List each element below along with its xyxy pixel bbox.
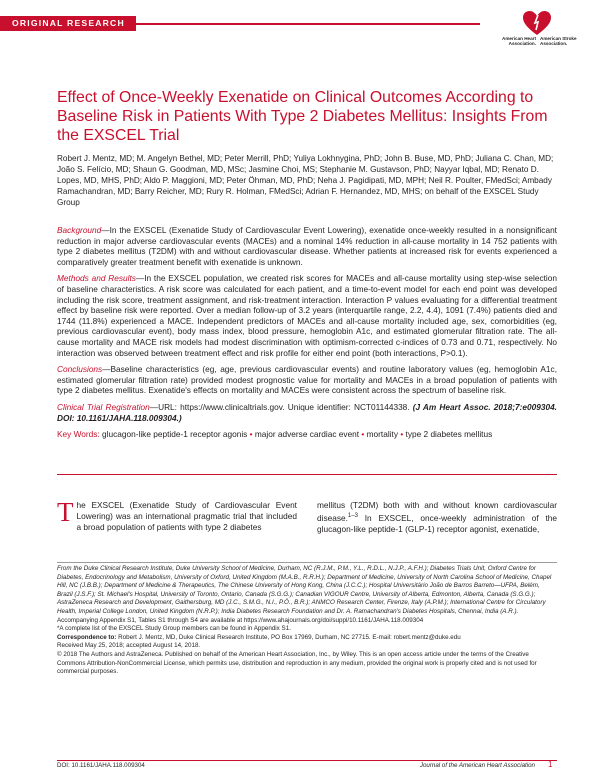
abstract-methods <box>57 273 557 358</box>
author-list: Robert J. Mentz, MD; M. Angelyn Bethel, MD; Peter Merrill, PhD; Yuliya Lokhnygina, PhD; John B. Buse, MD, PhD; Juliana C. Chan, MD; João S. Felício, MD; Shaun G. Goodman, MD, MSc; Jasmine Choi, MS; Stephanie M. Gustavson, PhD; Nayyar Iqbal, MD; Renato D. Lopes, MD, MHS, PhD; Aldo P. Maggioni, MD; Peter Öhman, MD, PhD; Neha J. Pagidipati, MD, MPH; Neil R. Poulter, FMedSci; Ambady Ramachandran, MD; Barry Reicher, MD; Rury R. Holman, FMedSci; Adrian F. Hernandez, MD, MHS; on behalf of the EXSCEL Study Group <box>57 154 554 207</box>
keyword-bullet: • <box>361 429 365 440</box>
aha-logo <box>484 10 590 50</box>
conclusions-label: Conclusions <box>57 364 103 375</box>
affiliations: From the Duke Clinical Research Institute, Duke University School of Medicine, Durham, NC (R.J.M., P.M., Y.L., R.D.L., N.J.P., A.F.H.); Diabetes Trials Unit, Oxford Centre for Diabetes, Endocrinology and Metabolism, University of Oxford, United Kingdom (M.A.B., R.R.H.); Department of Medicine, University of North Carolina School of Medicine, Chapel Hill, NC (J.B.B.); Department of Medicine & Therapeutics, The Chinese University of Hong Kong, China (J.C.C.); Hospital Universitário João de Barros Barreto—UFPA, Belém, Brazil (J.S.F.); St. Michael's Hospital, University of Toronto, Ontario, Canada (S.G.G.); Canadian VIGOUR Centre, University of Alberta, Edmonton, Alberta, Canada (S.G.G.); AstraZeneca Research and Development, Gaithersburg, MD (J.C., S.M.G., N.I., P.Ö., B.R.); ANMCO Research Center, Firenze, Italy (A.P.M.); International Centre for Circulatory Health, Imperial College London, United Kingdom (N.R.P.); India Diabetes Research Foundation and Dr. A. Ramachandran's Diabetes Hospitals, Chennai, India (A.R.). <box>57 565 552 615</box>
body-text-right-cont: In EXSCEL, once-weekly administration of the glucagon-like peptide-1 (GLP-1) receptor agonist, exenatide, <box>317 512 557 534</box>
heart-torch-icon <box>522 10 552 36</box>
footnote-divider <box>57 562 557 563</box>
keyword: mortality <box>366 429 398 440</box>
registration-label: Clinical Trial Registration <box>57 401 150 412</box>
article-title: Effect of Once-Weekly Exenatide on Clinical Outcomes According to Baseline Risk in Patients With Type 2 Diabetes Mellitus: Insights From the EXSCEL Trial <box>57 89 548 144</box>
footer-rule <box>57 760 557 761</box>
background-label: Background <box>57 225 102 235</box>
keyword: glucagon-like peptide-1 receptor agonis <box>102 429 248 440</box>
reference-link[interactable]: 1–3 <box>347 513 358 519</box>
keyword: type 2 diabetes mellitus <box>405 429 493 440</box>
body-column-right <box>317 500 557 535</box>
body-text-left: he EXSCEL (Exenatide Study of Cardiovascular Event Lowering) was an international pragmatic trial that included a broad population of patients with type 2 diabetes <box>76 500 297 532</box>
drop-cap: T <box>57 497 74 527</box>
abstract-registration <box>57 402 557 423</box>
citation: (J Am Heart Assoc. 2018;7:e009304. DOI: 10.1161/JAHA.118.009304.) <box>57 401 557 423</box>
copyright: © 2018 The Authors and AstraZeneca. Published on behalf of the American Heart Association, Inc., by Wiley. This is an open access article under the terms of the Creative Commons Attribution-NonCommercial License, which permits use, distribution and reproduction in any medium, provided the original work is properly cited and is not used for commercial purposes. <box>57 650 537 676</box>
study-group-note: *A complete list of the EXSCEL Study Group members can be found in Appendix S1. <box>57 625 291 633</box>
methods-text: —In the EXSCEL population, we created risk scores for MACEs and all-cause mortality using step-wise selection of baseline characteristics. A risk score was calculated for each patient, and a time-to-event model for each end point was developed including the risk score, treatment assignment, and risk-treatment interaction. Interaction P values evaluating for a differential treatment effect by baseline risk were reported. Over a median follow-up of 3.2 years (interquartile range, 2.2, 4.4), 1091 (7.4%) patients died and 1744 (11.8%) experienced a MACE. Independent predictors of MACEs and all-cause mortality included age, sex, comorbidities (eg, previous cardiovascular event), body mass index, blood pressure, hemoglobin A1c, and estimated glomerular filtration rate. The all-cause mortality and MACE risk models had modest discrimination with optimism-corrected c-indices of 0.73 and 0.71, respectively. No interaction was observed between treatment effect and risk profile for either end point (both interactions, P>0.1). <box>57 273 557 358</box>
methods-label: Methods and Results <box>57 273 136 284</box>
body-column-left <box>57 497 297 533</box>
logo-org-left: American Heart Association. <box>502 36 536 46</box>
appendix-note[interactable]: Accompanying Appendix S1, Tables S1 through S4 are available at https://www.ahajournals.org/doi/suppl/10.1161/JAHA.118.009304 <box>57 616 424 624</box>
registration-text[interactable]: —URL: https://www.clinicaltrials.gov. Unique identifier: NCT01144338. <box>149 401 410 412</box>
keyword-bullet: • <box>400 429 404 440</box>
abstract-background <box>57 225 557 267</box>
footnotes <box>57 565 557 677</box>
footer-journal: Journal of the American Heart Association <box>419 762 535 769</box>
section-badge: ORIGINAL RESEARCH <box>0 16 136 31</box>
conclusions-text: —Baseline characteristics (eg, age, previous cardiovascular events) and routine laboratory values (eg, hemoglobin A1c, estimated glomerular filtration rate) provided modest prognostic value for mortality and MACEs in a broad population of patients with type 2 diabetes mellitus. Exenatide's effects on mortality and MACEs were consistent across the spectrum of baseline risk. <box>57 364 557 396</box>
abstract <box>57 225 557 446</box>
received-dates: Received May 25, 2018; accepted August 14, 2018. <box>57 642 201 650</box>
footer-doi[interactable]: DOI: 10.1161/JAHA.118.009304 <box>57 762 145 769</box>
keyword-bullet: • <box>249 429 253 440</box>
keywords-label: Key Words: <box>57 429 100 440</box>
page-number: 1 <box>548 760 553 769</box>
background-text: —In the EXSCEL (Exenatide Study of Cardiovascular Event Lowering), exenatide once-weekly resulted in a nonsignificant reduction in major adverse cardiovascular events (MACEs) and a nominal 14% reduction in all-cause mortality in 14 752 patients with type 2 diabetes mellitus (T2DM) with and without cardiovascular disease. Whether patients at increased risk for events experienced a comparatively greater treatment benefit with exenatide is unknown. <box>57 225 557 267</box>
abstract-conclusions <box>57 364 557 396</box>
logo-org-right: American Stroke Association. <box>540 36 577 46</box>
abstract-divider <box>57 474 557 475</box>
correspondence-text: Robert J. Mentz, MD, Duke Clinical Research Institute, PO Box 17969, Durham, NC 27715. E-mail: robert.mentz@duke.edu <box>116 633 461 641</box>
keywords <box>57 429 557 440</box>
header-rule <box>136 23 480 25</box>
body-text-right: mellitus (T2DM) both with and without known cardiovascular disease. <box>317 500 557 523</box>
correspondence-label: Correspondence to: <box>57 633 117 641</box>
keyword: major adverse cardiac event <box>254 429 360 440</box>
correspondence <box>57 634 557 643</box>
